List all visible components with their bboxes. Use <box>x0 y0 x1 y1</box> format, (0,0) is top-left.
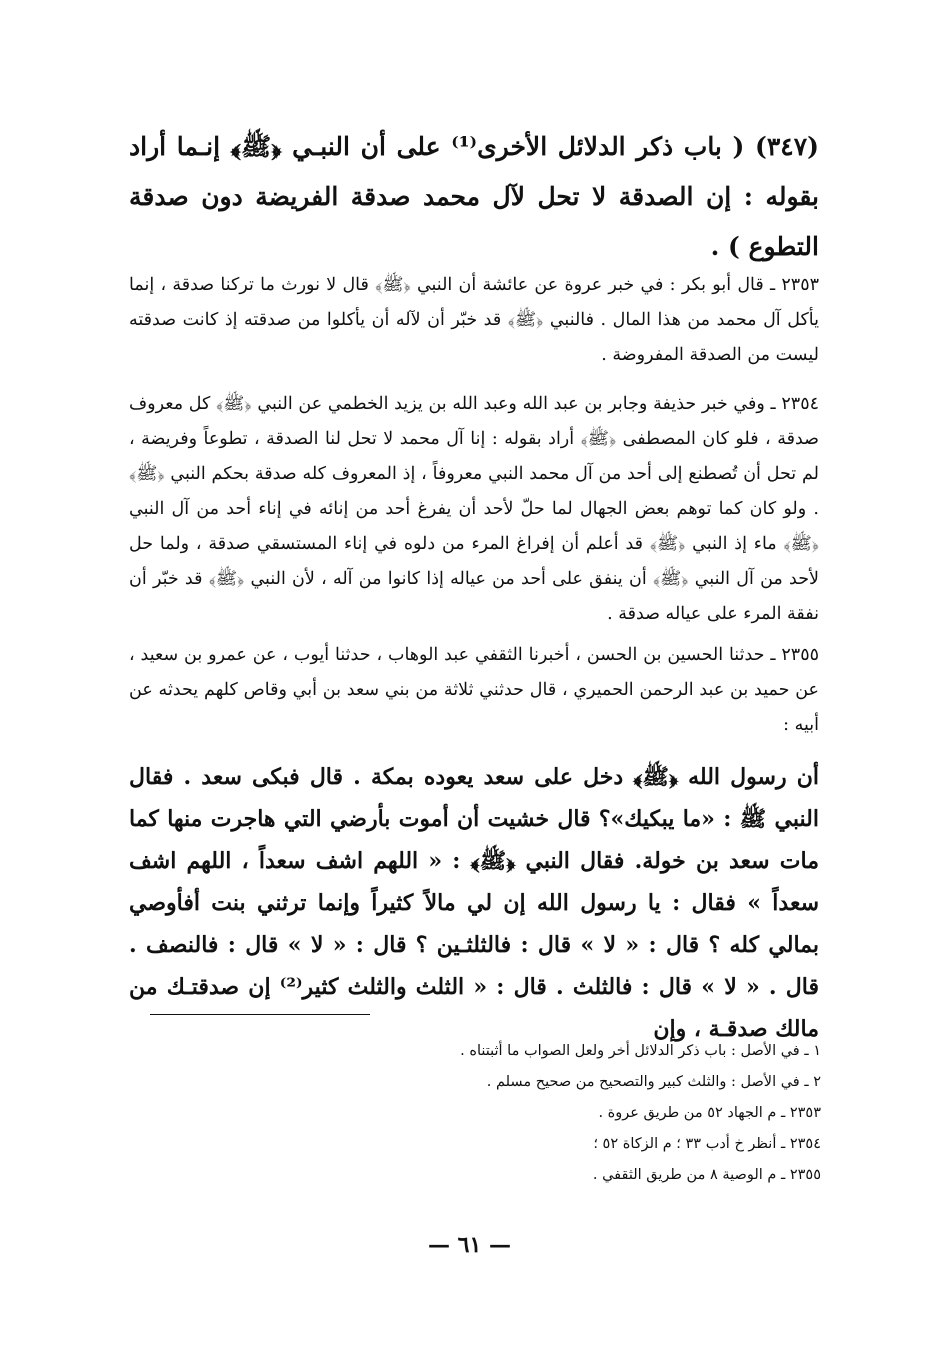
footnote-item: ٢٣٥٤ ـ أنظر خ أدب ٣٣ ؛ م الزكاة ٥٢ ؛ <box>593 1136 821 1152</box>
footnotes <box>201 1036 821 1191</box>
hadith-2355-isnad: ٢٣٥٥ ـ حدثنا الحسين بن الحسن ، أخبرنا الثقفي عبد الوهاب ، حدثنا أيوب ، عن عمرو بن سعيد ، عن حميد بن عبد الرحمن الحميري ، قال حدثني ثلاثة من بني سعد بن أبي وقاص كلهم يحدثه عن أبيه : <box>129 645 819 735</box>
footnote-item: ٢٣٥٥ ـ م الوصية ٨ من طريق الثقفي . <box>592 1167 821 1183</box>
hadith-2353: ٢٣٥٣ ـ قال أبو بكر : في خبر عروة عن عائشة أن النبي ﴿ﷺ﴾ قال لا نورث ما تركنا صدقة ، إنما يأكل آل محمد من هذا المال . فالنبي ﴿ﷺ﴾ قد خبّر أن لآله أن يأكلوا من صدقته إذ كانت صدقته ليست من الصدقة المفروضة . <box>129 275 819 365</box>
hadith-2355-matn: أن رسول الله ﴿ﷺ﴾ دخل على سعد يعوده بمكة . قال فبكى سعد . فقال النبي ﷺ : «ما يبكيك»؟ قال خشيت أن أموت بأرضي التي هاجرت منها كما مات سعد بن خولة. فقال النبي ﴿ﷺ﴾ : « اللهم اشف سعداً ، اللهم اشف سعداً » فقال : يا رسول الله إن لي مالاً كثيراً وإنما ترثني بنت أفأوصي بمالي كله ؟ قال : « لا » قال : فالثلثـين ؟ قال : « لا » قال : فالنصف . قال . « لا » قال : فالثلث . قال : « الثلث والثلث كثير⁽²⁾ إن صدقتـك من مالك صدقـة ، وإن <box>129 764 819 1042</box>
page-number: — ٦١ — <box>428 1232 511 1258</box>
footnote-divider <box>150 1014 370 1015</box>
footnote-item: ٢٣٥٣ ـ م الجهاد ٥٢ من طريق عروة . <box>598 1105 821 1121</box>
chapter-heading: (٣٤٧) ( باب ذكر الدلائل الأخرى⁽¹⁾ على أن النبـي ﴿ﷺ﴾ إنـما أراد بقوله : إن الصدقة لا تحل لآل محمد صدقة الفريضة دون صدقة التطوع ) . <box>129 132 820 261</box>
footnote-item: ١ ـ في الأصل : باب ذكر الدلائل أخر ولعل الصواب ما أثبتناه . <box>460 1043 821 1059</box>
footnote-item: ٢ ـ في الأصل : والثلث كبير والتصحيح من صحيح مسلم . <box>486 1074 821 1090</box>
hadith-2354: ٢٣٥٤ ـ وفي خبر حذيفة وجابر بن عبد الله وعبد الله بن يزيد الخطمي عن النبي ﴿ﷺ﴾ كل معروف صدقة ، فلو كان المصطفى ﴿ﷺ﴾ أراد بقوله : إنا آل محمد لا تحل لنا الصدقة ، تطوعاً وفريضة ، لم تحل أن تُصطنع إلى أحد من آل محمد النبي معروفاً ، إذ المعروف كله صدقة بحكم النبي ﴿ﷺ﴾ . ولو كان كما توهم بعض الجهال لما حلّ لأحد أن يفرغ أحد من إنائه في إناء أحد من آل النبي ﴿ﷺ﴾ ماء إذ النبي ﴿ﷺ﴾ قد أعلم أن إفراغ المرء من دلوه في إناء المستسقي صدقة ، ولما حل لأحد من آل النبي ﴿ﷺ﴾ أن ينفق على أحد من عياله إذا كانوا من آله ، لأن النبي ﴿ﷺ﴾ قد خبّر أن نفقة المرء على عياله صدقة . <box>129 394 819 624</box>
